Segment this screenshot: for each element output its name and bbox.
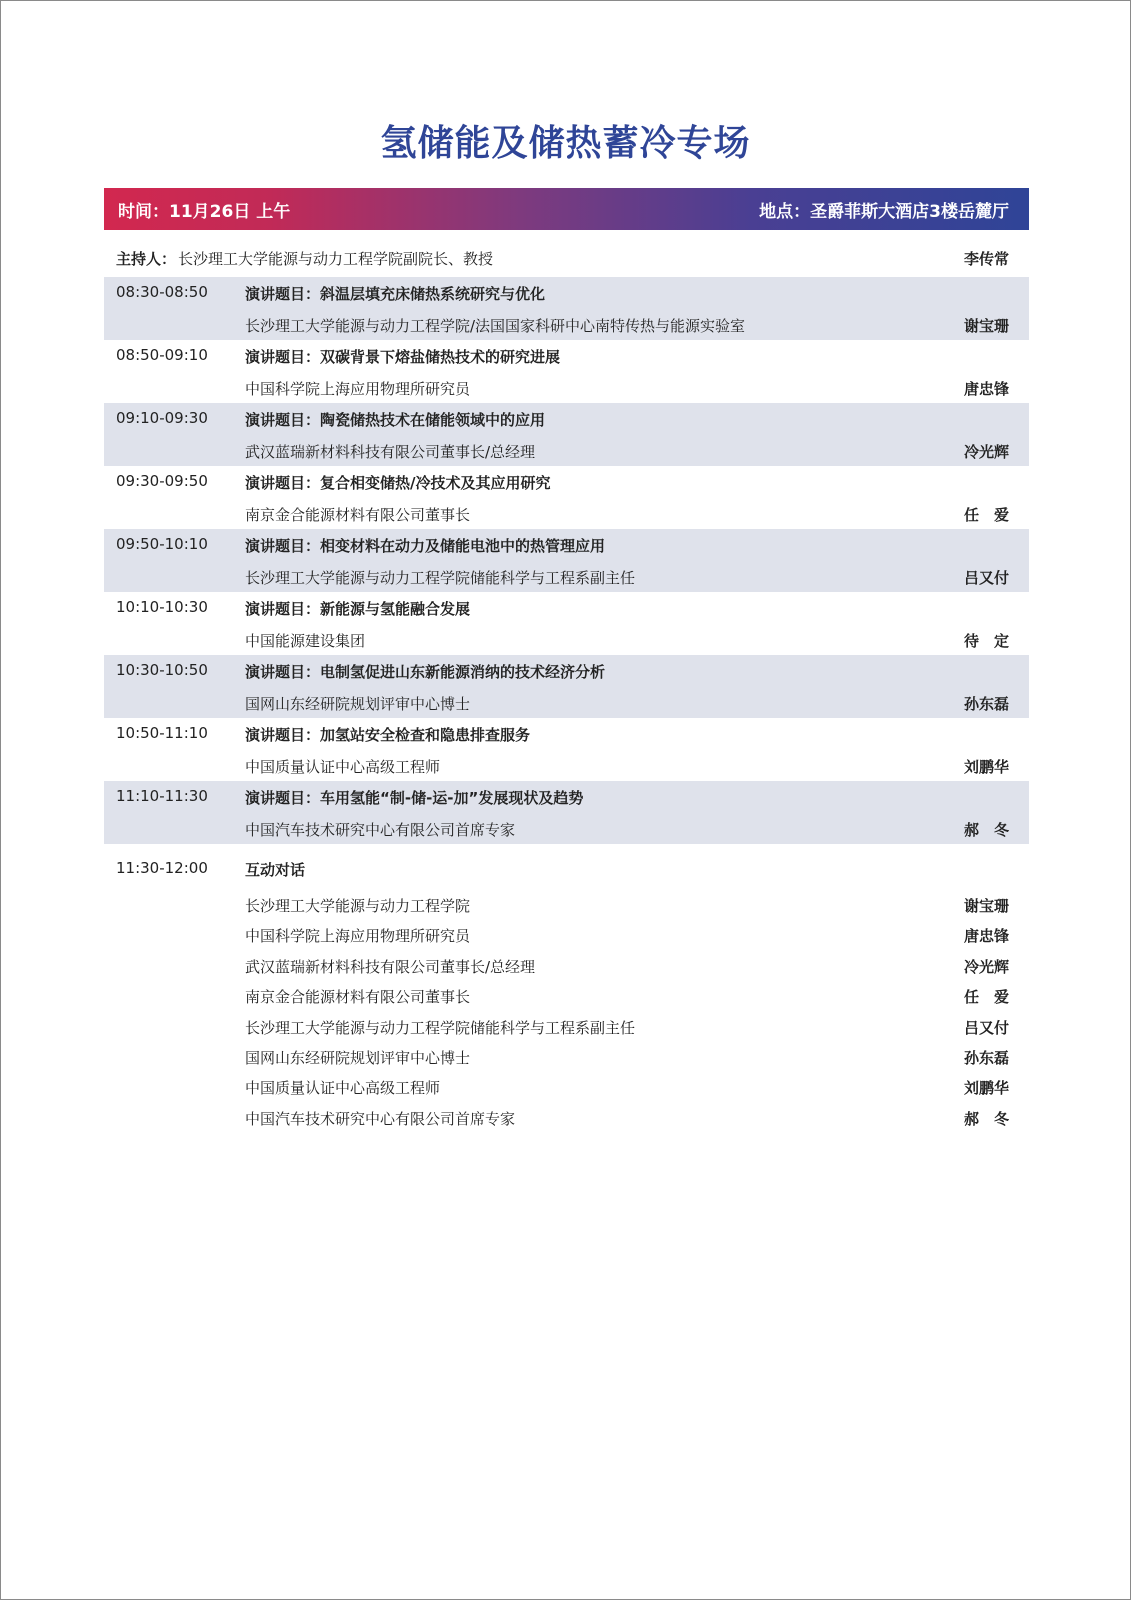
panelist-name: 刘鹏华 (963, 1079, 1009, 1098)
panelist-row (104, 952, 1029, 982)
speaker-name: 郝 冬 (963, 821, 1009, 839)
talk-time: 08:30-08:50 (116, 283, 208, 301)
panelist-name: 吕又付 (963, 1018, 1009, 1037)
speaker-affiliation: 中国汽车技术研究中心有限公司首席专家 (245, 821, 516, 839)
dialogue-time: 11:30-12:00 (116, 859, 208, 877)
speaker-affiliation: 中国质量认证中心高级工程师 (245, 758, 441, 776)
panelist-name: 谢宝珊 (963, 897, 1009, 915)
talk-time: 10:50-11:10 (116, 724, 208, 742)
talk-topic: 演讲题目：加氢站安全检查和隐患排查服务 (245, 726, 531, 744)
schedule-list (104, 277, 1029, 844)
host-row (104, 244, 1029, 272)
talk-topic: 演讲题目：陶瓷储热技术在储能领域中的应用 (245, 411, 546, 429)
talk-time: 09:50-10:10 (116, 535, 208, 553)
panelist-affiliation: 中国质量认证中心高级工程师 (245, 1079, 441, 1098)
talk-topic: 演讲题目：双碳背景下熔盐储热技术的研究进展 (245, 348, 561, 366)
speaker-affiliation: 中国能源建设集团 (245, 632, 366, 650)
host-name: 李传常 (963, 249, 1009, 268)
session-time: 时间：11月26日 上午 (118, 201, 291, 222)
talk-time: 10:30-10:50 (116, 661, 208, 679)
panelist-list (104, 891, 1029, 1134)
panelist-affiliation: 武汉蓝瑞新材料科技有限公司董事长/总经理 (245, 957, 536, 976)
schedule-row (104, 529, 1029, 592)
panelist-row (104, 982, 1029, 1012)
speaker-name: 吕又付 (963, 569, 1009, 587)
panelist-row (104, 1104, 1029, 1134)
speaker-affiliation: 长沙理工大学能源与动力工程学院储能科学与工程系副主任 (245, 569, 636, 587)
session-banner (104, 188, 1029, 230)
speaker-name: 唐忠锋 (963, 380, 1009, 398)
talk-topic: 演讲题目：相变材料在动力及储能电池中的热管理应用 (245, 537, 606, 555)
talk-topic: 演讲题目：电制氢促进山东新能源消纳的技术经济分析 (245, 663, 606, 681)
talk-time: 11:10-11:30 (116, 787, 208, 805)
schedule-row (104, 466, 1029, 529)
talk-topic: 演讲题目：新能源与氢能融合发展 (245, 600, 471, 618)
panelist-affiliation: 南京金合能源材料有限公司董事长 (245, 988, 471, 1007)
session-location: 地点：圣爵菲斯大酒店3楼岳麓厅 (759, 201, 1009, 222)
panelist-name: 唐忠锋 (963, 927, 1009, 946)
panelist-affiliation: 国网山东经研院规划评审中心博士 (245, 1048, 471, 1067)
speaker-name: 冷光辉 (963, 443, 1009, 461)
page-title: 氢储能及储热蓄冷专场 (380, 123, 751, 164)
speaker-affiliation: 国网山东经研院规划评审中心博士 (245, 695, 471, 713)
host-affiliation: 长沙理工大学能源与动力工程学院副院长、教授 (178, 249, 494, 268)
schedule-row (104, 592, 1029, 655)
schedule-row (104, 718, 1029, 781)
schedule-row (104, 340, 1029, 403)
talk-time: 08:50-09:10 (116, 346, 208, 364)
speaker-affiliation: 长沙理工大学能源与动力工程学院/法国国家科研中心南特传热与能源实验室 (245, 317, 746, 335)
panelist-name: 冷光辉 (963, 957, 1009, 976)
speaker-affiliation: 武汉蓝瑞新材料科技有限公司董事长/总经理 (245, 443, 536, 461)
schedule-row (104, 655, 1029, 718)
dialogue-title: 互动对话 (245, 861, 306, 879)
speaker-name: 任 爱 (963, 506, 1009, 524)
speaker-name: 刘鹏华 (963, 758, 1009, 776)
speaker-name: 孙东磊 (963, 695, 1009, 713)
panelist-affiliation: 长沙理工大学能源与动力工程学院 (245, 897, 471, 915)
speaker-name: 待 定 (963, 632, 1009, 650)
speaker-affiliation: 中国科学院上海应用物理所研究员 (245, 380, 471, 398)
panelist-affiliation: 中国科学院上海应用物理所研究员 (245, 927, 471, 946)
talk-topic: 演讲题目：车用氢能“制-储-运-加”发展现状及趋势 (245, 789, 584, 807)
talk-time: 09:30-09:50 (116, 472, 208, 490)
speaker-name: 谢宝珊 (963, 317, 1009, 335)
talk-topic: 演讲题目：复合相变储热/冷技术及其应用研究 (245, 474, 551, 492)
panelist-affiliation: 中国汽车技术研究中心有限公司首席专家 (245, 1109, 516, 1128)
talk-topic: 演讲题目：斜温层填充床储热系统研究与优化 (245, 285, 546, 303)
panelist-row (104, 1073, 1029, 1103)
panelist-affiliation: 长沙理工大学能源与动力工程学院储能科学与工程系副主任 (245, 1018, 636, 1037)
talk-time: 09:10-09:30 (116, 409, 208, 427)
panelist-row (104, 1013, 1029, 1043)
panelist-name: 郝 冬 (963, 1109, 1009, 1128)
panelist-name: 孙东磊 (963, 1048, 1009, 1067)
host-label: 主持人： (116, 249, 177, 268)
speaker-affiliation: 南京金合能源材料有限公司董事长 (245, 506, 471, 524)
panelist-name: 任 爱 (963, 988, 1009, 1007)
schedule-row (104, 403, 1029, 466)
schedule-row (104, 277, 1029, 340)
panelist-row (104, 891, 1029, 921)
panelist-row (104, 921, 1029, 951)
panelist-row (104, 1043, 1029, 1073)
schedule-row (104, 781, 1029, 844)
talk-time: 10:10-10:30 (116, 598, 208, 616)
